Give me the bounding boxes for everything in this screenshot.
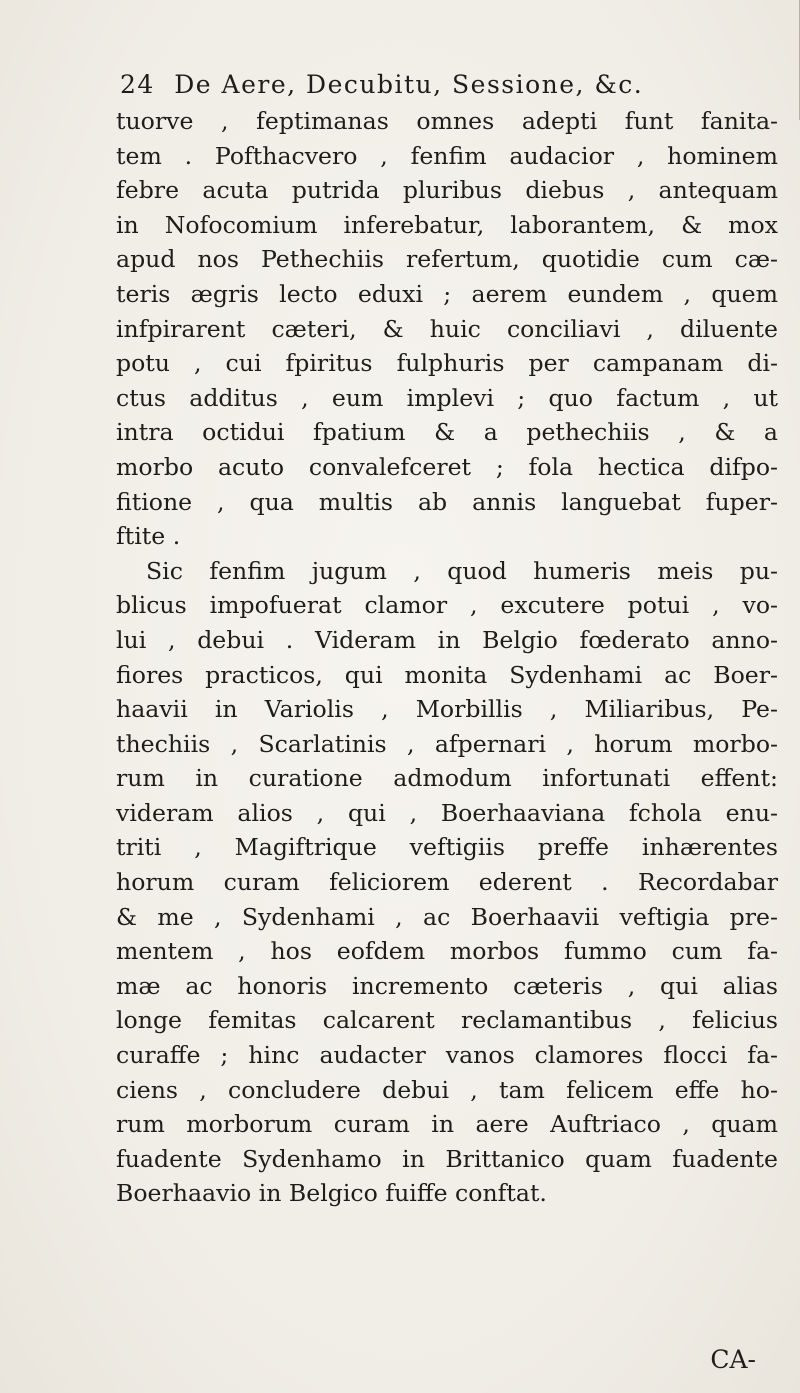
text-line: fiores practicos, qui monita Sydenhami ac Boer-: [116, 660, 778, 689]
text-line: potu , cui fpiritus fulphuris per campanam di-: [116, 349, 778, 378]
text-line: teris ægris lecto eduxi ; aerem eundem , quem: [116, 279, 778, 308]
text-line: triti , Magiftrique veftigiis preffe inhærentes: [116, 833, 778, 862]
text-line: Sic fenfim jugum , quod humeris meis pu-: [146, 556, 778, 585]
text-line: ctus additus , eum implevi ; quo factum , ut: [116, 383, 778, 412]
running-title: De Aere, Decubitu, Sessione, &c.: [174, 70, 644, 99]
text-line: fitione , qua multis ab annis languebat fuper-: [116, 487, 778, 516]
text-line: lui , debui . Videram in Belgio fœderato anno-: [116, 625, 778, 654]
text-line: infpirarent cæteri, & huic conciliavi , diluente: [116, 314, 778, 343]
text-line: mæ ac honoris incremento cæteris , qui alias: [116, 971, 778, 1000]
text-line: febre acuta putrida pluribus diebus , antequam: [116, 176, 778, 205]
text-line: tem . Pofthacvero , fenfim audacior , hominem: [116, 141, 778, 170]
text-line: haavii in Variolis , Morbillis , Miliaribus, Pe-: [116, 695, 778, 724]
text-line: videram alios , qui , Boerhaaviana fchola enu-: [116, 798, 778, 827]
text-line: mentem , hos eofdem morbos fummo cum fa-: [116, 937, 778, 966]
text-line: & me , Sydenhami , ac Boerhaavii veftigia pre-: [116, 902, 778, 931]
text-line: curaffe ; hinc audacter vanos clamores flocci fa-: [116, 1041, 778, 1070]
text-line: tuorve , feptimanas omnes adepti funt fanita-: [116, 107, 778, 135]
text-line: blicus impofuerat clamor , excutere potui , vo-: [116, 591, 778, 620]
body-text: [116, 104, 778, 1211]
paragraph-1: [116, 104, 778, 554]
text-line: thechiis , Scarlatinis , afpernari , horum morbo-: [116, 729, 778, 758]
paragraph-2: [116, 554, 778, 1211]
text-line: intra octidui fpatium & a pethechiis , & a: [116, 418, 778, 447]
text-line: apud nos Pethechiis refertum, quotidie cum cæ-: [116, 245, 778, 274]
text-line: ftite .: [116, 522, 181, 551]
text-line: in Nofocomium inferebatur, laborantem, & mox: [116, 210, 778, 239]
text-line: morbo acuto convalefceret ; fola hectica difpo-: [116, 452, 778, 481]
text-line: ciens , concludere debui , tam felicem effe ho-: [116, 1075, 778, 1104]
page-number: 24: [120, 70, 155, 99]
text-line: horum curam feliciorem ederent . Recordabar: [116, 868, 778, 897]
page-edge: [785, 0, 800, 120]
text-line: rum in curatione admodum infortunati effent:: [116, 764, 778, 793]
catchword: CA-: [710, 1345, 756, 1374]
text-line: fuadente Sydenhamo in Brittanico quam fuadente: [116, 1144, 778, 1173]
text-line: rum morborum curam in aere Auftriaco , quam: [116, 1110, 778, 1139]
text-line: Boerhaavio in Belgico fuiffe conftat.: [116, 1179, 547, 1208]
running-header: [120, 70, 770, 99]
text-line: longe femitas calcarent reclamantibus , felicius: [116, 1006, 778, 1035]
